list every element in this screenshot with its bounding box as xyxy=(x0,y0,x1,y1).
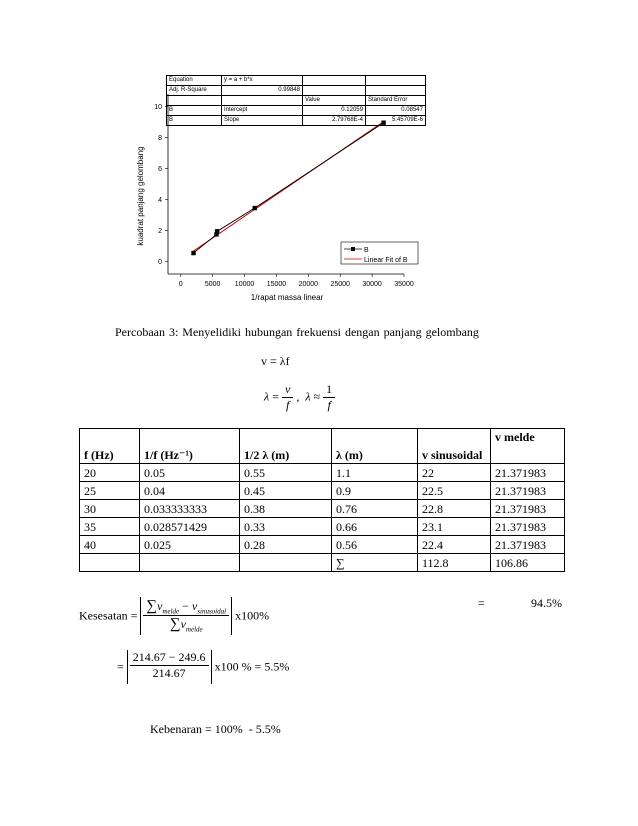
col-header-lambda: λ (m) xyxy=(332,429,418,464)
x100-text: x100% xyxy=(235,608,270,623)
cell: 30 xyxy=(80,500,140,518)
cell: 20 xyxy=(80,464,140,482)
formula-v-lambda-f xyxy=(261,354,290,369)
equals-sign: = xyxy=(272,389,279,404)
y-tick-label: 8 xyxy=(158,134,162,142)
formula-text: v = λf xyxy=(261,354,290,368)
cell: 0.56 xyxy=(332,536,418,554)
equation-label: Equation xyxy=(167,76,222,86)
fit-param: Intercept xyxy=(222,106,303,116)
data-point-b xyxy=(215,229,219,233)
v-symbol: v xyxy=(157,599,163,613)
comma: , xyxy=(296,389,300,404)
fit-se: 0.08547 xyxy=(366,106,426,116)
table-row xyxy=(80,518,565,536)
x-tick-label: 30000 xyxy=(362,281,382,288)
cell xyxy=(80,554,140,572)
cell: 0.28 xyxy=(240,536,332,554)
x-tick-label: 25000 xyxy=(330,281,350,288)
fit-param: Slope xyxy=(222,116,303,126)
x-tick-label: 5000 xyxy=(204,281,221,288)
table-row xyxy=(80,500,565,518)
fit-result-table xyxy=(166,75,426,126)
adj-r-value: 0.99848 xyxy=(222,86,303,96)
legend-label-fit: Linear Fit of B xyxy=(364,257,408,264)
equation-value: y = a + b*x xyxy=(222,76,303,86)
cell: 0.04 xyxy=(140,482,240,500)
sum-symbol: ∑ xyxy=(332,554,418,572)
cell: 0.33 xyxy=(240,518,332,536)
sum-symbol: ∑ xyxy=(169,616,181,633)
sum-symbol: ∑ xyxy=(146,598,158,614)
cell: 0.45 xyxy=(240,482,332,500)
y-tick-label: 4 xyxy=(158,197,162,205)
sum-v-sin: 112.8 xyxy=(418,554,491,572)
calc-numerator: 214.67 − 249.6 xyxy=(132,650,206,664)
cell: 0.38 xyxy=(240,500,332,518)
se-header: Standard Error xyxy=(366,96,426,106)
lambda-symbol: λ xyxy=(305,389,311,404)
chart-series xyxy=(191,121,385,256)
kesesatan-formula xyxy=(79,597,269,635)
cell: 21.371983 xyxy=(491,464,565,482)
y-tick-label: 0 xyxy=(158,259,162,267)
value-header: Value xyxy=(303,96,366,106)
cell: 0.76 xyxy=(332,500,418,518)
cell: 25 xyxy=(80,482,140,500)
col-header-f: f (Hz) xyxy=(80,429,140,464)
fit-series: B xyxy=(167,116,222,126)
fit-se: 5.45709E-6 xyxy=(366,116,426,126)
series-line-linear-fit xyxy=(194,122,384,251)
frac-den: f xyxy=(323,397,335,413)
section-heading: Percobaan 3: Menyelidiki hubungan frekuensi dengan panjang gelombang xyxy=(115,325,479,339)
v-symbol: v xyxy=(180,617,186,632)
col-header-v-sin: v sinusoidal xyxy=(418,429,491,464)
data-point-b xyxy=(191,251,195,255)
cell: 0.9 xyxy=(332,482,418,500)
cell: 0.028571429 xyxy=(140,518,240,536)
result-equals: = xyxy=(478,596,485,610)
fit-series: B xyxy=(167,106,222,116)
col-header-1f: 1/f (Hz⁻¹) xyxy=(140,429,240,464)
linear-fit-chart xyxy=(0,0,638,310)
kesesatan-calc xyxy=(117,650,289,684)
cell: 22.8 xyxy=(418,500,491,518)
cell: 22 xyxy=(418,464,491,482)
series-line-b xyxy=(194,123,384,253)
frac-num: v xyxy=(284,382,291,396)
x-tick-label: 15000 xyxy=(266,281,287,288)
cell xyxy=(140,554,240,572)
cell: 23.1 xyxy=(418,518,491,536)
y-tick-label: 10 xyxy=(154,103,162,111)
cell: 21.371983 xyxy=(491,482,565,500)
melde-sub: melde xyxy=(162,607,180,616)
x-tick-label: 20000 xyxy=(298,281,319,288)
kesesatan-label: Kesesatan = xyxy=(79,608,138,623)
kebenaran-line: Kebenaran = 100% - 5.5% xyxy=(150,722,281,736)
y-tick-label: 2 xyxy=(158,228,162,236)
fit-value: 0.12059 xyxy=(303,106,366,116)
v-symbol: v xyxy=(191,599,198,613)
cell: 22.4 xyxy=(418,536,491,554)
equals-sign: = xyxy=(117,659,124,674)
fit-value: 2.79768E-4 xyxy=(303,116,366,126)
cell: 0.55 xyxy=(240,464,332,482)
x-tick-label: 35000 xyxy=(394,281,414,288)
adj-r-label: Adj. R-Square xyxy=(167,86,222,96)
frac-den: f xyxy=(282,397,293,413)
cell: 21.371983 xyxy=(491,500,565,518)
calc-denominator: 214.67 xyxy=(130,665,209,681)
legend-marker-b xyxy=(351,247,355,251)
cell: 0.05 xyxy=(140,464,240,482)
y-tick-label: 6 xyxy=(158,165,162,173)
result-value: 94.5% xyxy=(531,596,562,610)
cell: 0.033333333 xyxy=(140,500,240,518)
cell xyxy=(240,554,332,572)
cell: 21.371983 xyxy=(491,518,565,536)
x-tick-label: 10000 xyxy=(234,281,255,288)
data-point-b xyxy=(253,206,257,210)
cell: 22.5 xyxy=(418,482,491,500)
table-row xyxy=(80,536,565,554)
frac-num: 1 xyxy=(326,382,333,396)
cell: 1.1 xyxy=(332,464,418,482)
chart-legend xyxy=(341,242,418,264)
table-header-row xyxy=(80,429,565,464)
melde-sub: melde xyxy=(185,625,203,634)
cell: 21.371983 xyxy=(491,536,565,554)
calc-result: x100 % = 5.5% xyxy=(214,659,290,674)
cell: 0.025 xyxy=(140,536,240,554)
col-header-v-melde: v melde xyxy=(491,429,565,464)
col-header-half-lambda: 1/2 λ (m) xyxy=(240,429,332,464)
sum-v-melde: 106.86 xyxy=(491,554,565,572)
cell: 35 xyxy=(80,518,140,536)
lambda-symbol: λ xyxy=(264,389,270,404)
legend-label-b: B xyxy=(364,247,369,254)
sinusoidal-sub: sinusoidal xyxy=(197,607,227,616)
y-axis-label: kuadrat panjang gelombang xyxy=(136,146,145,246)
minus-sign: − xyxy=(182,599,189,613)
table-row xyxy=(80,464,565,482)
table-row xyxy=(80,482,565,500)
cell: 0.66 xyxy=(332,518,418,536)
x-axis-label: 1/rapat massa linear xyxy=(250,293,324,302)
formula-lambda xyxy=(264,382,335,413)
table-sum-row xyxy=(80,554,565,572)
frequency-wavelength-table xyxy=(79,428,565,572)
cell: 40 xyxy=(80,536,140,554)
approx-sign: ≈ xyxy=(313,389,321,404)
x-tick-label: 0 xyxy=(178,281,183,288)
